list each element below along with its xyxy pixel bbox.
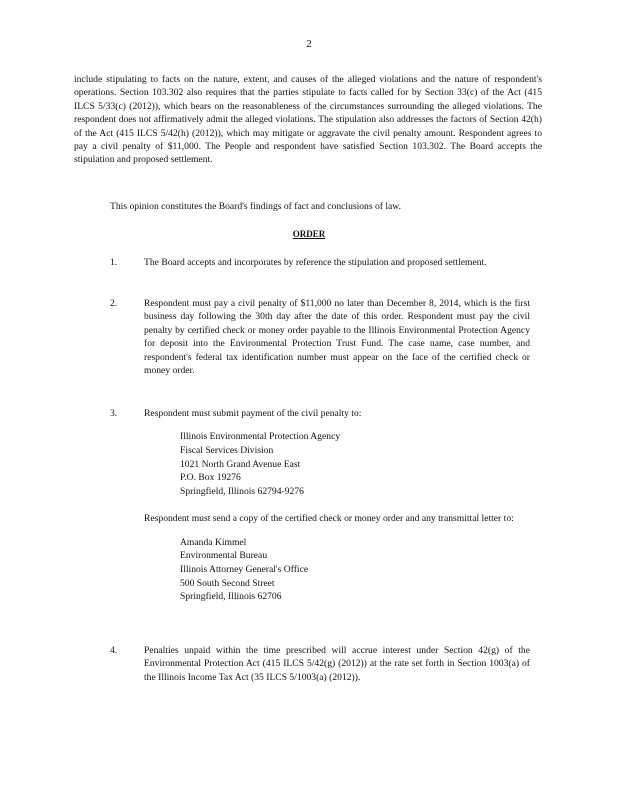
address-line: Springfield, Illinois 62794-9276 [180, 485, 304, 497]
item-text: Penalties unpaid within the time prescribed will accrue interest under Section 42(g) of the Environmental Protection Act (415 ILCS 5/42(g) (2012)) at the rate set forth in Section 1003(a) of the Illinois Income Tax Act (35 ILCS 5/1003(a) (2012)). [144, 645, 530, 683]
address-line: Amanda Kimmel [180, 536, 247, 548]
order-item-4 [110, 644, 530, 684]
address-line: Illinois Attorney General's Office [180, 563, 309, 575]
item-number: 2. [110, 298, 118, 309]
item-number: 1. [110, 257, 118, 268]
address-line: Fiscal Services Division [180, 445, 274, 456]
item-block [144, 407, 530, 604]
item-text: Respondent must submit payment of the civil penalty to: [144, 408, 362, 419]
address-line: Illinois Environmental Protection Agency [180, 431, 341, 443]
item-text-copy: Respondent must send a copy of the certified check or money order and any transmittal letter to: [144, 513, 514, 525]
opinion-paragraph: include stipulating to facts on the nature, extent, and causes of the alleged violations and the nature of respondent's operations. Section 103.302 also requires that the parties stipulate to facts called for by Section 33(c) of the Act (415 ILCS 5/33(c) (2012)), which bears on the reasonableness of the circumstances surrounding the alleged violations. The respondent does not affirmatively admit the alleged violations. The stipulation also addresses the factors of Section 42(h) of the Act (415 ILCS 5/42(h) (2012)), which may mitigate or aggravate the civil penalty amount. Respondent agrees to pay a civil penalty of $11,000. The People and respondent have satisfied Section 103.302. The Board accepts the stipulation and proposed settlement. [74, 74, 542, 166]
address-line: Springfield, Illinois 62706 [180, 591, 282, 603]
address-line: 1021 North Grand Avenue East [180, 458, 301, 470]
order-item-3 [110, 407, 530, 604]
item-text: The Board accepts and incorporates by reference the stipulation and proposed settlement. [144, 257, 487, 268]
attorney-address [180, 536, 530, 604]
address-line: Environmental Bureau [180, 550, 268, 562]
order-item-1 [110, 256, 530, 269]
findings-paragraph: This opinion constitutes the Board's findings of fact and conclusions of law. [110, 201, 402, 212]
address-line: P.O. Box 19276 [180, 472, 241, 484]
item-number: 3. [110, 408, 118, 419]
order-heading: ORDER [292, 229, 326, 239]
agency-address [180, 430, 530, 498]
item-number: 4. [110, 645, 118, 656]
address-line: 500 South Second Street [180, 577, 275, 589]
page-number: 2 [306, 38, 312, 50]
order-item-2 [110, 297, 530, 377]
item-text: Respondent must pay a civil penalty of $11,000 no later than December 8, 2014, which is the first business day following the 30th day after the date of this order. Respondent must pay the civil penalty by certified check or money order payable to the Illinois Environmental Protection Agency for deposit into the Environmental Protection Trust Fund. The case name, case number, and respondent's federal tax identification number must appear on the face of the certified check or money order. [144, 298, 530, 377]
